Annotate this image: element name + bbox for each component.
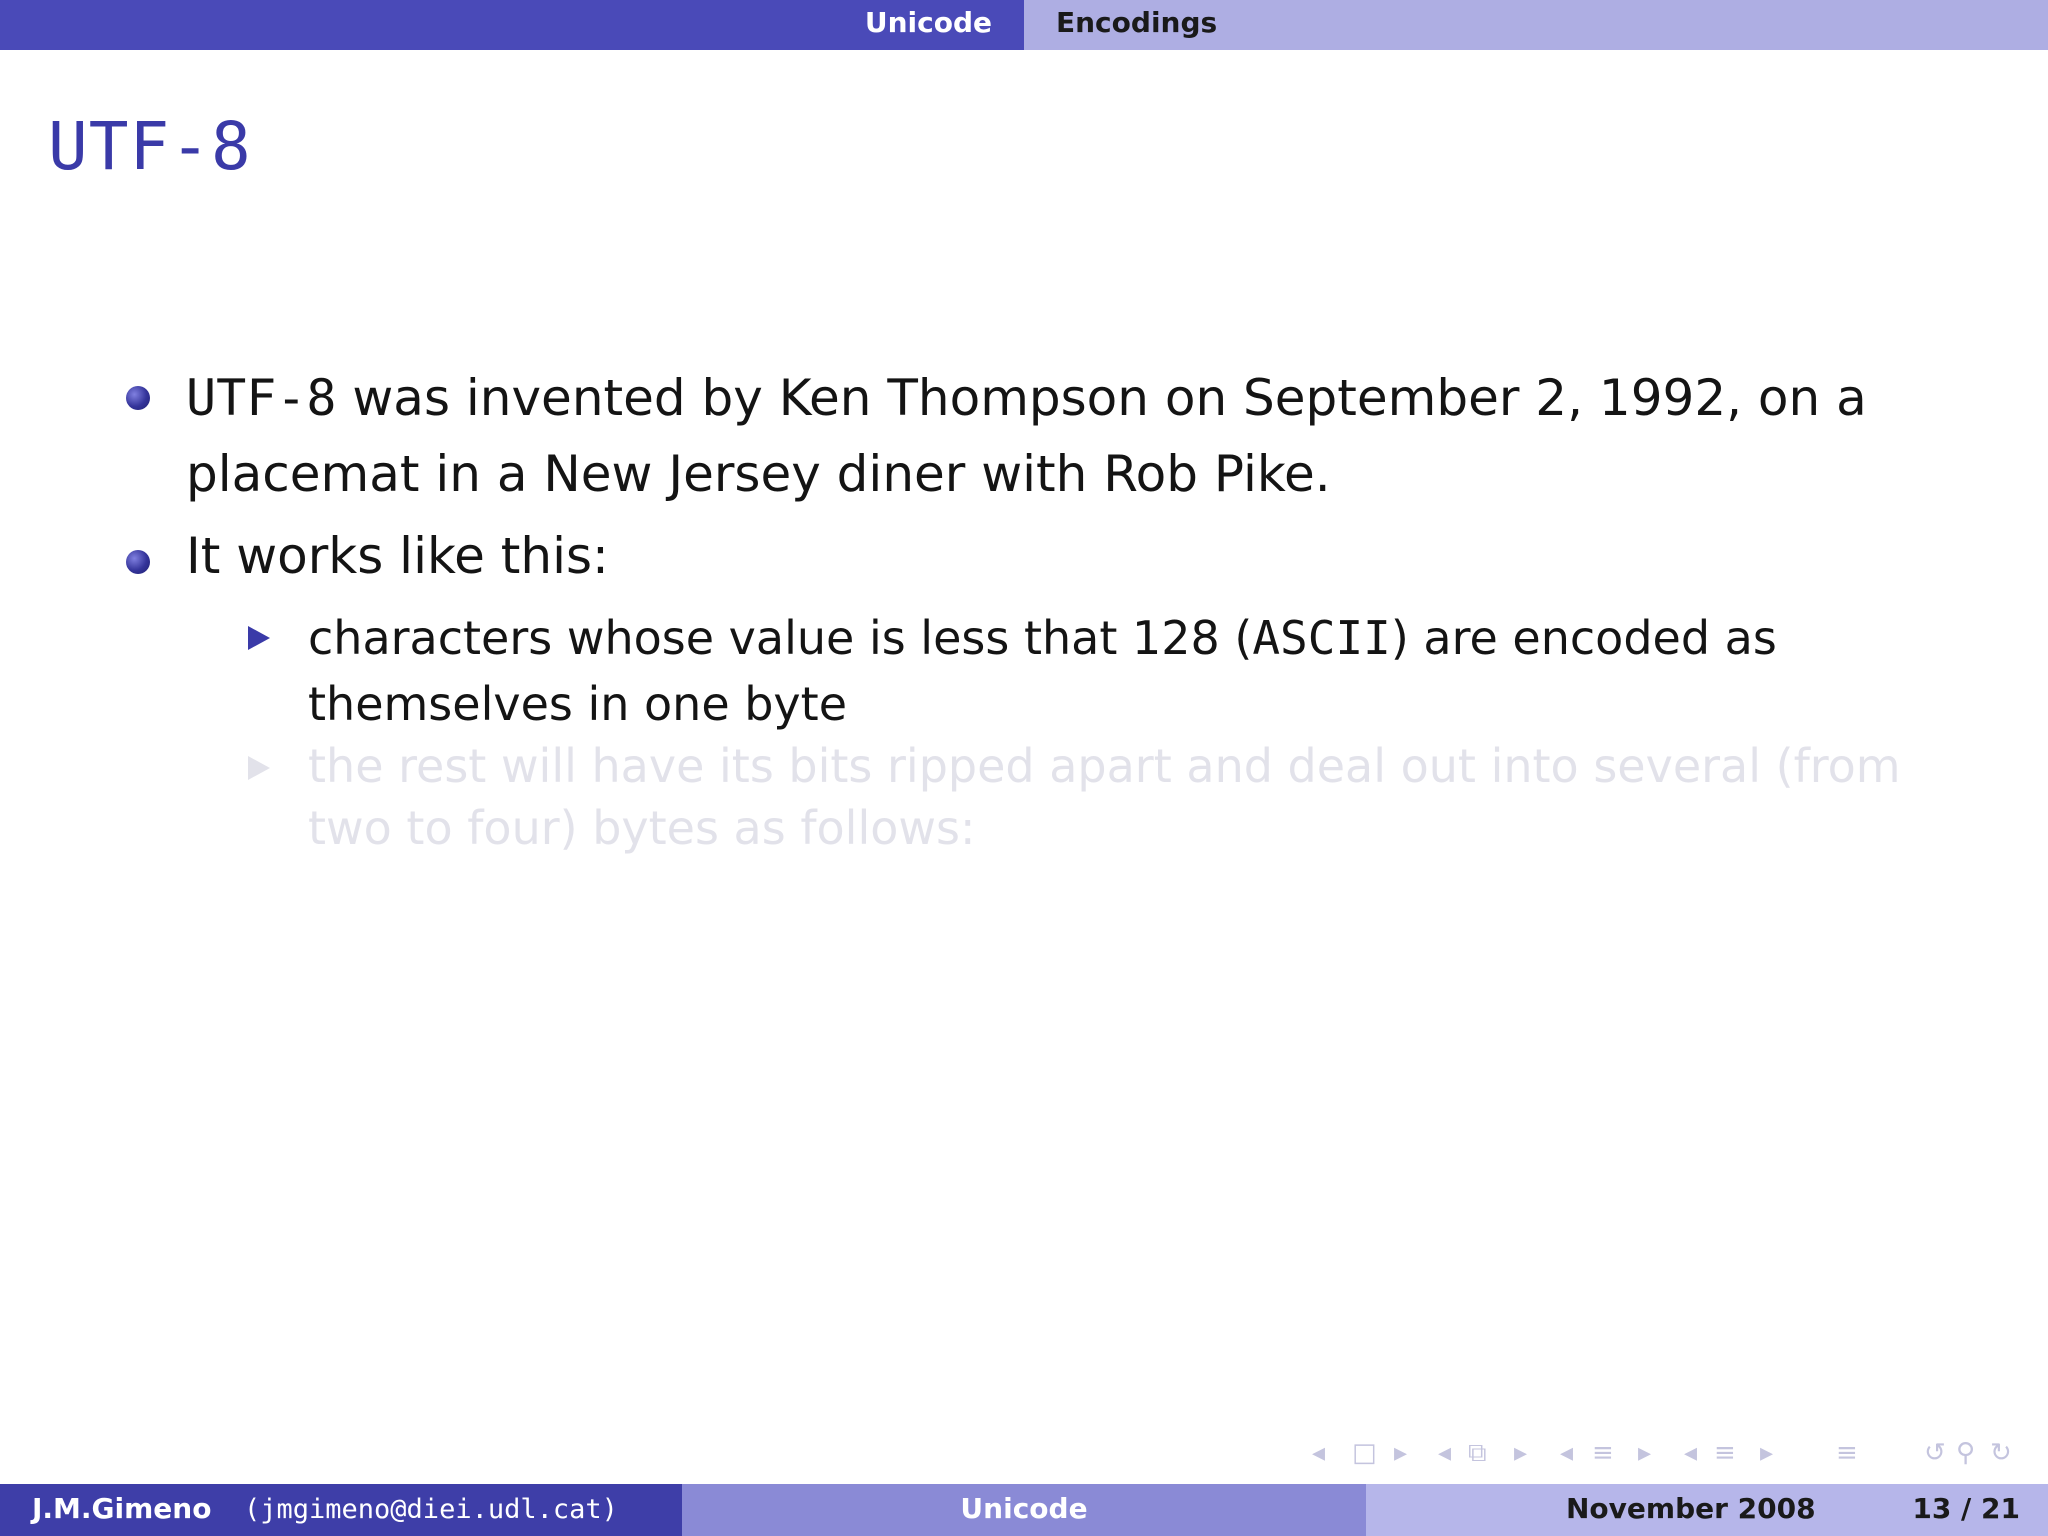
- subbullet-2-line-1: the rest will have its bits ripped apart and deal out into several (from: [308, 739, 1901, 793]
- bullet-1-line-2: placemat in a New Jersey diner with Rob Pike.: [186, 445, 1331, 503]
- bullet-dot-icon: [126, 386, 150, 410]
- undo-icon[interactable]: ↺: [1924, 1438, 1946, 1468]
- nav-section-unicode[interactable]: Unicode: [864, 6, 992, 39]
- redo-icon[interactable]: ↻: [1990, 1438, 2012, 1468]
- subbullet-2: [308, 735, 1988, 859]
- bullet-1-code: UTF-8: [186, 369, 337, 427]
- subbullet-1-line-2: themselves in one byte: [308, 677, 847, 731]
- section-icon[interactable]: ≡: [1714, 1438, 1736, 1468]
- footer-title: Unicode: [960, 1492, 1088, 1525]
- subbullet-1-line-1: [308, 605, 1988, 671]
- frames-icon[interactable]: ⧉: [1468, 1438, 1487, 1468]
- nav-section-encodings[interactable]: Encodings: [1056, 6, 1218, 39]
- bullet-1: [186, 360, 1966, 512]
- arrow-left-icon[interactable]: ◂: [1438, 1438, 1452, 1468]
- arrow-left-icon[interactable]: ◂: [1312, 1438, 1326, 1468]
- subbullet-2-line-2: two to four) bytes as follows:: [308, 801, 976, 855]
- subbullet-1: [308, 605, 1988, 737]
- bullet-2: [186, 518, 1966, 594]
- bullet-dot-icon: [126, 550, 150, 574]
- frame-icon[interactable]: □: [1352, 1438, 1377, 1468]
- subbullet-1-before: characters whose value is less that 128 (: [308, 611, 1253, 665]
- triangle-bullet-icon: [248, 626, 270, 650]
- footer-date-block: [1366, 1484, 2048, 1536]
- beamer-navigation-symbols: [1310, 1434, 2030, 1474]
- bullet-1-line-1: [186, 360, 1966, 436]
- footer-author: J.M.Gimeno: [32, 1492, 212, 1525]
- footer-author-block: [0, 1484, 682, 1536]
- bullet-2-text: It works like this:: [186, 527, 609, 585]
- subbullet-1-after: ) are encoded as: [1390, 611, 1777, 665]
- arrow-right-icon[interactable]: ▸: [1638, 1438, 1652, 1468]
- footer-date: November 2008: [1566, 1492, 1816, 1525]
- arrow-right-icon[interactable]: ▸: [1514, 1438, 1528, 1468]
- bullet-1-text: was invented by Ken Thompson on September 2, 1992, on a: [336, 369, 1867, 427]
- footer-email: (jmgimeno@diei.udl.cat): [244, 1494, 618, 1525]
- align-icon[interactable]: ≡: [1836, 1438, 1858, 1468]
- footer-bar: [0, 1484, 2048, 1536]
- arrow-left-icon[interactable]: ◂: [1684, 1438, 1698, 1468]
- arrow-right-icon[interactable]: ▸: [1394, 1438, 1408, 1468]
- search-icon[interactable]: ⚲: [1956, 1438, 1976, 1468]
- triangle-bullet-icon: [248, 756, 270, 780]
- arrow-right-icon[interactable]: ▸: [1760, 1438, 1774, 1468]
- slide-title: UTF-8: [48, 108, 252, 185]
- subbullet-1-code: ASCII: [1252, 611, 1391, 665]
- footer-title-block: [682, 1484, 1366, 1536]
- arrow-left-icon[interactable]: ◂: [1560, 1438, 1574, 1468]
- footer-page-number: 13 / 21: [1912, 1492, 2020, 1525]
- subsection-icon[interactable]: ≡: [1592, 1438, 1614, 1468]
